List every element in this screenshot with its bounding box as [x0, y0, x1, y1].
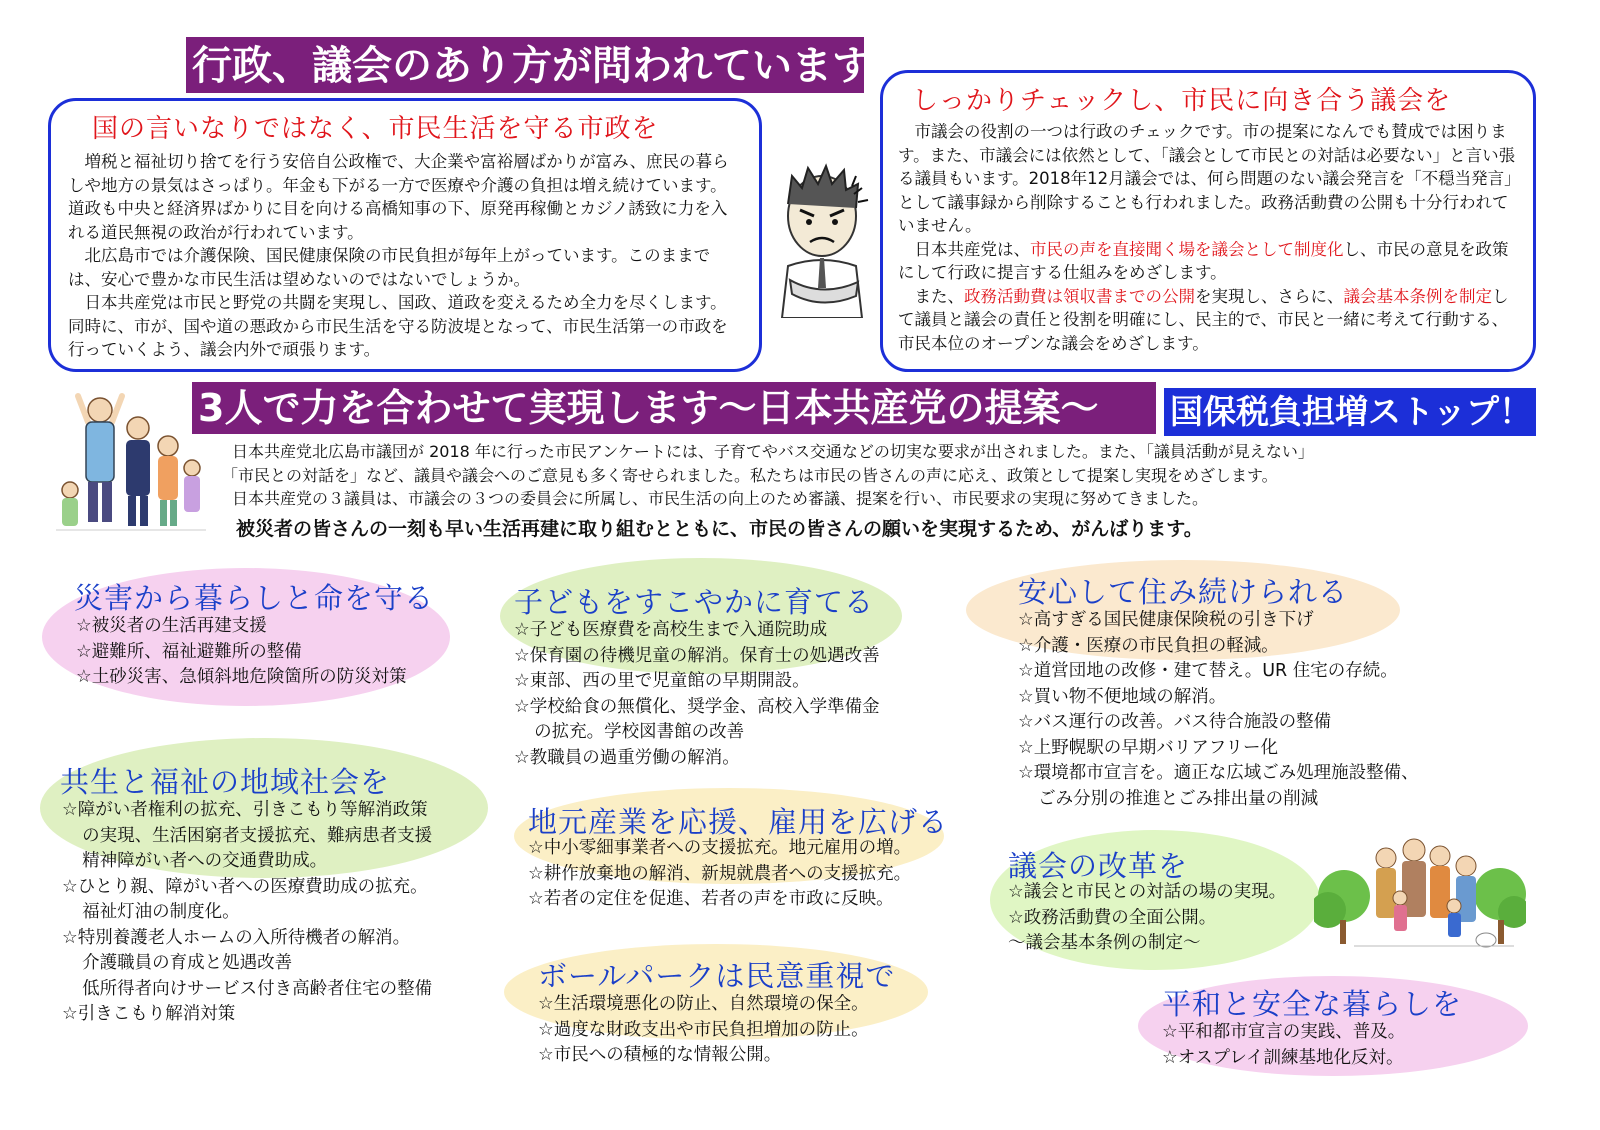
list-item: ☆若者の定住を促進、若者の声を市政に反映。 — [528, 889, 894, 909]
list-item: ☆バス運行の改善。バス待合施設の整備 — [1018, 712, 1332, 732]
list-item: ごみ分別の推進とごみ排出量の削減 — [1038, 788, 1319, 809]
list-item: ☆生活環境悪化の防止、自然環境の保全。 — [538, 994, 869, 1014]
left-paragraph-3: 日本共産党は市民と野党の共闘を実現し、国政、道政を変えるため全力を尽くします。同時に、市が、国や道の悪政から市民生活を守る防波堤となって、市民生活第一の市政を行っていくよう、議会内外で頑張ります。 — [68, 293, 728, 359]
right-p3-start: また、 — [914, 286, 964, 306]
intro-text — [222, 440, 1314, 511]
list-item: ☆避難所、福祉避難所の整備 — [76, 641, 302, 662]
list-item: ☆議会と市民との対話の場の実現。 — [1008, 882, 1287, 902]
right-p2-end: し、市民の意見を政策にして行政に提言する仕組みをめざします。 — [898, 239, 1509, 282]
list-item: ～議会基本条例の制定～ — [1008, 933, 1201, 953]
list-item: ☆子ども医療費を高校生まで入通院助成 — [514, 620, 828, 640]
ballpark-list — [538, 992, 869, 1069]
list-item: ☆市民への積極的な情報公開。 — [538, 1045, 782, 1065]
list-item: ☆保育園の待機児童の解消。保育士の処遇改善 — [514, 645, 880, 666]
intro-line-3: 日本共産党の３議員は、市議会の３つの委員会に所属し、市民生活の向上のため審議、提案を行い、市民要求の実現に努めてきました。 — [232, 489, 1209, 508]
right-p3-highlight-2: 議会基本条例を制定 — [1343, 286, 1492, 306]
list-item: ☆耕作放棄地の解消、新規就農者への支援拡充。 — [528, 863, 912, 884]
middle-banner: 3人で力を合わせて実現します～日本共産党の提案～ — [192, 382, 1156, 434]
list-item: ☆介護・医療の市民負担の軽減。 — [1018, 635, 1279, 656]
angry-man-illustration — [762, 158, 882, 318]
welfare-title: 共生と福祉の地域社会を — [60, 765, 391, 799]
intro-line-2: 「市民との対話を」など、議員や議会へのご意見も多く寄せられました。私たちは市民の皆さんの声に応え、政策として提案し実現をめざします。 — [222, 465, 1278, 485]
list-item: ☆学校給食の無償化、奨学金、高校入学準備金 — [514, 696, 880, 717]
peace-list — [1162, 1020, 1405, 1071]
living-title: 安心して住み続けられる — [1018, 575, 1349, 609]
right-p3-middle: を実現し、さらに、 — [1195, 286, 1344, 306]
list-item: 低所得者向けサービス付き高齢者住宅の整備 — [82, 978, 433, 999]
list-item: ☆過度な財政支出や市民負担増加の防止。 — [538, 1019, 869, 1040]
peace-title: 平和と安全な暮らしを — [1162, 987, 1463, 1021]
left-box-text — [68, 150, 736, 362]
disaster-title: 災害から暮らしと命を守る — [74, 581, 435, 615]
list-item: 精神障がい者への交通費助成。 — [82, 851, 328, 871]
industry-list — [528, 836, 911, 913]
left-box-title: 国の言いなりではなく、市民生活を守る市政を — [92, 114, 659, 144]
right-p3-end: して議員と議会の責任と役割を明確にし、民主的で、市民と一緒に考えて行動する、市民本位のオープンな議会をめざします。 — [898, 286, 1509, 353]
list-item: の拡充。学校図書館の改善 — [534, 722, 745, 742]
list-item: ☆平和都市宣言の実践、普及。 — [1162, 1022, 1406, 1042]
industry-title: 地元産業を応援、雇用を広げる — [528, 805, 949, 839]
list-item: ☆被災者の生活再建支援 — [76, 616, 267, 636]
bold-statement: 被災者の皆さんの一刻も早い生活再建に取り組むとともに、市民の皆さんの願いを実現するため、がんばります。 — [236, 518, 1203, 540]
list-item: 介護職員の育成と処遇改善 — [82, 953, 293, 973]
council-list — [1008, 880, 1286, 957]
council-title: 議会の改革を — [1008, 849, 1189, 883]
right-p3-highlight-1: 政務活動費は領収書までの公開 — [964, 286, 1195, 306]
ballpark-title: ボールパークは民意重視で — [538, 959, 896, 993]
left-paragraph-1: 増税と福祉切り捨てを行う安倍自公政権で、大企業や富裕層ばかりが富み、庶民の暮らしや地方の景気はさっぱり。年金も下がる一方で医療や介護の負担は増え続けています。道政も中央と経済界ばかりに目を向ける高橋知事の下、原発再稼働とカジノ誘致に力を入れる道民無視の政治が行われています。 — [68, 152, 729, 242]
list-item: 福祉灯油の制度化。 — [82, 902, 240, 922]
list-item: ☆上野幌駅の早期バリアフリー化 — [1018, 737, 1278, 758]
list-item: ☆中小零細事業者への支援拡充。地元雇用の増。 — [528, 838, 912, 858]
intro-line-1: 日本共産党北広島市議団が 2018 年に行った市民アンケートには、子育てやバス交通などの切実な要求が出されました。また、「議員活動が見えない」 — [232, 442, 1314, 461]
left-paragraph-2: 北広島市では介護保険、国民健康保険の市民負担が毎年上がっています。このままでは、安心で豊かな市民生活は望めないのではないでしょうか。 — [68, 246, 711, 289]
right-paragraph-2 — [898, 238, 1516, 285]
list-item: ☆政務活動費の全面公開。 — [1008, 907, 1217, 928]
list-item: ☆教職員の過重労働の解消。 — [514, 747, 740, 768]
right-paragraph-1: 市議会の役割の一つは行政のチェックです。市の提案になんでも賛成では困ります。また、市議会には依然として、「議会として市民との対話は必要ない」と言い張る議員もいます。2018年12月議会では、何ら問題のない議会発言を「不穏当発言」として議事録から削除することも行われました。政務活動費の公開も十分行われていません。 — [898, 122, 1516, 235]
list-item: ☆東部、西の里で児童館の早期開設。 — [514, 671, 810, 691]
list-item: の実現、生活困窮者支援拡充、難病患者支援 — [82, 825, 433, 846]
list-item: ☆買い物不便地域の解消。 — [1018, 686, 1227, 707]
living-list — [1018, 608, 1419, 812]
family-illustration — [56, 388, 206, 538]
disaster-list — [76, 614, 407, 691]
right-box-text — [898, 120, 1516, 355]
children-title: 子どもをすこやかに育てる — [514, 585, 875, 619]
list-item: ☆ひとり親、障がい者への医療費助成の拡充。 — [62, 876, 428, 897]
family-trees-illustration — [1314, 836, 1526, 952]
list-item: ☆特別養護老人ホームの入所待機者の解消。 — [62, 927, 411, 948]
list-item: ☆オスプレイ訓練基地化反対。 — [1162, 1047, 1404, 1068]
right-p2-start: 日本共産党は、 — [914, 239, 1030, 259]
top-banner: 行政、議会のあり方が問われています — [186, 37, 864, 93]
right-box-title: しっかりチェックし、市民に向き合う議会を — [912, 86, 1452, 116]
list-item: ☆引きこもり解消対策 — [62, 1004, 236, 1024]
list-item: ☆土砂災害、急傾斜地危険箇所の防災対策 — [76, 667, 407, 687]
list-item: ☆高すぎる国民健康保険税の引き下げ — [1018, 610, 1314, 630]
list-item: ☆障がい者権利の拡充、引きこもり等解消政策 — [62, 800, 428, 820]
stop-banner: 国保税負担増ストップ！ — [1164, 388, 1536, 436]
list-item: ☆環境都市宣言を。適正な広域ごみ処理施設整備、 — [1018, 763, 1419, 783]
list-item: ☆道営団地の改修・建て替え。UR 住宅の存続。 — [1018, 661, 1398, 681]
right-paragraph-3 — [898, 285, 1516, 356]
right-p2-highlight: 市民の声を直接聞く場を議会として制度化 — [1030, 239, 1344, 259]
welfare-list — [62, 798, 432, 1028]
children-list — [514, 618, 880, 771]
